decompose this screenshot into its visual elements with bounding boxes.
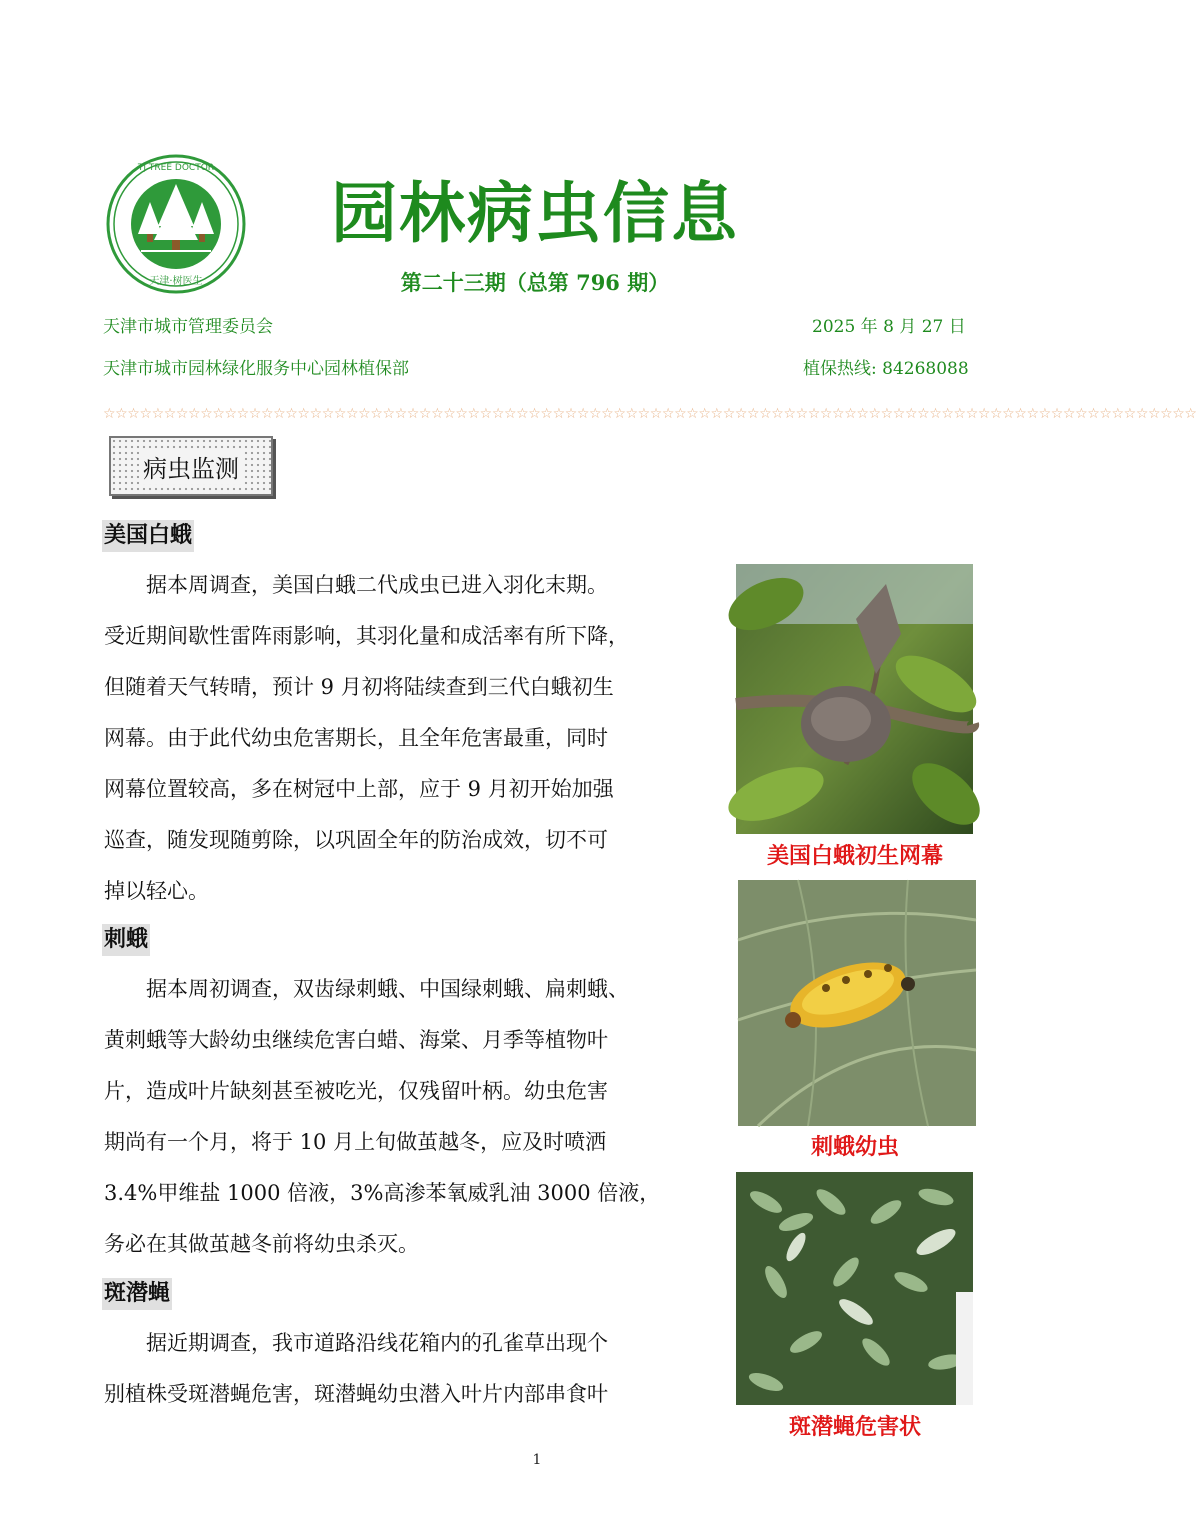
text-line: 期尚有一个月，将于 10 月上旬做茧越冬，应及时喷洒 — [104, 1130, 607, 1154]
subheading-white-moth: 美国白蛾 — [102, 520, 194, 552]
paragraph-leaf-miner — [104, 1318, 724, 1420]
section-label-box — [109, 436, 273, 496]
text-line: 但随着天气转晴，预计 9 月初将陆续查到三代白蛾初生 — [104, 675, 614, 699]
caption-leaf-miner-damage: 斑潜蝇危害状 — [788, 1415, 921, 1440]
photo-slug-caterpillar — [738, 880, 976, 1126]
publisher-org: 天津市城市管理委员会 — [103, 317, 273, 337]
paragraph-white-moth — [104, 560, 724, 917]
text-line: 3.4%甲维盐 1000 倍液，3%高渗苯氧威乳油 3000 倍液， — [104, 1181, 661, 1205]
photo-web-nest — [736, 564, 973, 834]
subheading-slug-moth: 刺蛾 — [102, 924, 150, 956]
text-line: 黄刺蛾等大龄幼虫继续危害白蜡、海棠、月季等植物叶 — [104, 1028, 608, 1052]
text-line: 网幕位置较高，多在树冠中上部，应于 9 月初开始加强 — [104, 777, 614, 801]
text-line: 网幕。由于此代幼虫危害期长，且全年危害最重，同时 — [104, 726, 608, 750]
text-line: 片，造成叶片缺刻甚至被吃光，仅残留叶柄。幼虫危害 — [104, 1079, 608, 1103]
publisher-department: 天津市城市园林绿化服务中心园林植保部 — [103, 359, 409, 379]
tianjin-tree-doctor-logo — [106, 154, 246, 294]
issue-number: 第二十三期（总第 796 期） — [400, 270, 670, 295]
text-line: 受近期间歇性雷阵雨影响，其羽化量和成活率有所下降， — [104, 624, 629, 648]
text-line: 掉以轻心。 — [104, 879, 209, 903]
publish-date: 2025 年 8 月 27 日 — [812, 317, 966, 337]
subheading-leaf-miner: 斑潜蝇 — [102, 1278, 172, 1310]
page-number: 1 — [532, 1452, 542, 1468]
page-title: 园林病虫信息 — [331, 175, 739, 252]
text-line: 据近期调查，我市道路沿线花箱内的孔雀草出现个 — [104, 1331, 608, 1355]
caption-web-nest: 美国白蛾初生网幕 — [766, 844, 943, 869]
svg-text:TJ TREE DOCTOR: TJ TREE DOCTOR — [137, 163, 215, 173]
photo-leaf-miner-damage — [736, 1172, 973, 1405]
hotline: 植保热线: 84268088 — [803, 359, 969, 379]
text-line: 据本周调查，美国白蛾二代成虫已进入羽化末期。 — [104, 573, 608, 597]
svg-text:天津·树医生: 天津·树医生 — [149, 276, 203, 287]
star-divider: ☆☆☆☆☆☆☆☆☆☆☆☆☆☆☆☆☆☆☆☆☆☆☆☆☆☆☆☆☆☆☆☆☆☆☆☆☆☆☆☆☆☆☆☆☆☆☆☆☆☆☆☆☆☆☆☆☆☆☆☆☆☆☆☆☆☆☆☆☆☆☆☆☆☆☆☆☆☆☆☆☆☆☆☆☆☆☆☆☆☆ — [103, 406, 1197, 422]
section-label: 病虫监测 — [139, 449, 243, 484]
text-line: 务必在其做茧越冬前将幼虫杀灭。 — [104, 1232, 419, 1256]
paragraph-slug-moth — [104, 964, 724, 1270]
text-line: 别植株受斑潜蝇危害，斑潜蝇幼虫潜入叶片内部串食叶 — [104, 1382, 608, 1406]
text-line: 巡查，随发现随剪除，以巩固全年的防治成效，切不可 — [104, 828, 608, 852]
text-line: 据本周初调查，双齿绿刺蛾、中国绿刺蛾、扁刺蛾、 — [104, 977, 629, 1001]
caption-slug-caterpillar: 刺蛾幼虫 — [810, 1135, 899, 1160]
